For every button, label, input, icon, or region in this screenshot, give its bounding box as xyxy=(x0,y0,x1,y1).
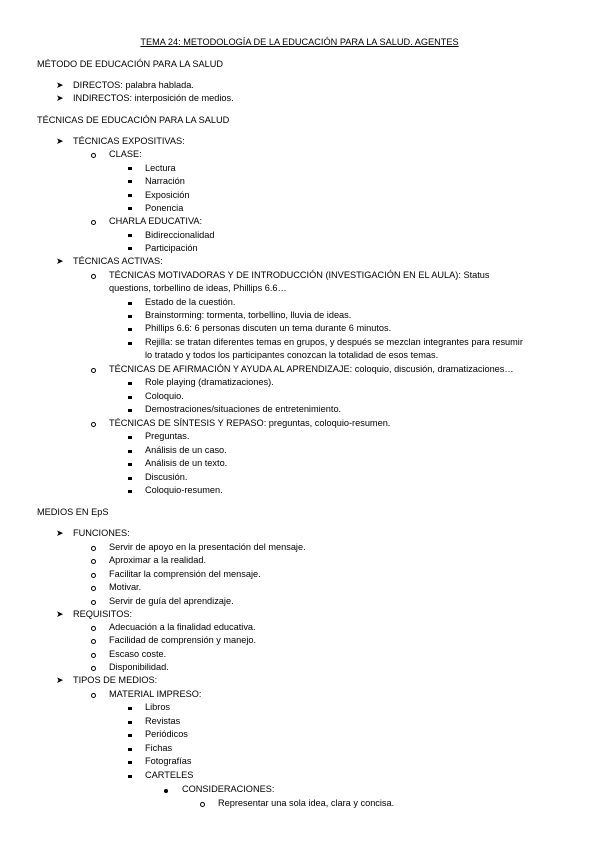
square-bullet-icon xyxy=(128,769,132,781)
list-item-charla: CHARLA EDUCATIVA: xyxy=(109,216,203,226)
list-item: Fichas xyxy=(145,743,173,753)
square-bullet-icon xyxy=(128,701,132,713)
square-bullet-icon xyxy=(128,174,132,186)
list-item: Participación xyxy=(145,243,198,253)
list-item: Revistas xyxy=(145,716,181,726)
list-item: Estado de la cuestión. xyxy=(145,297,236,307)
list-item: CARTELES xyxy=(145,770,194,780)
square-bullet-icon xyxy=(128,430,132,442)
list-item-tipos: TIPOS DE MEDIOS: xyxy=(73,675,158,685)
circle-bullet-icon xyxy=(91,542,96,554)
section-heading-medios: MEDIOS EN EpS xyxy=(37,507,109,517)
list-item-requisitos: REQUISITOS: xyxy=(73,609,133,619)
circle-bullet-icon xyxy=(91,418,96,430)
list-item: Rejilla: se tratan diferentes temas en grupos, y después se mezclan integrantes para resumir xyxy=(145,337,523,347)
arrow-bullet-icon: ➤ xyxy=(56,93,64,103)
list-item-directos: DIRECTOS: palabra hablada. xyxy=(73,80,194,90)
list-item: Role playing (dramatizaciones). xyxy=(145,377,274,387)
square-bullet-icon xyxy=(128,188,132,200)
circle-bullet-icon xyxy=(91,364,96,376)
list-item-cont: lo tratado y todos los participantes conozcan la totalidad de esos temas. xyxy=(145,350,439,360)
square-bullet-icon xyxy=(128,376,132,388)
circle-bullet-icon xyxy=(200,798,205,810)
square-bullet-icon xyxy=(128,457,132,469)
list-item: Lectura xyxy=(145,163,176,173)
square-bullet-icon xyxy=(128,715,132,727)
circle-bullet-icon xyxy=(91,569,96,581)
list-item: Disponibilidad. xyxy=(109,662,169,672)
list-item: Narración xyxy=(145,176,185,186)
circle-bullet-icon xyxy=(91,270,96,282)
list-item: Adecuación a la finalidad educativa. xyxy=(109,622,256,632)
list-item: Servir de guía del aprendizaje. xyxy=(109,596,234,606)
list-item: Coloquio-resumen. xyxy=(145,485,223,495)
list-item-expositivas: TÉCNICAS EXPOSITIVAS: xyxy=(73,136,185,146)
list-item-material: MATERIAL IMPRESO: xyxy=(109,689,202,699)
arrow-bullet-icon: ➤ xyxy=(56,609,64,619)
circle-bullet-icon xyxy=(91,649,96,661)
list-item: Discusión. xyxy=(145,472,188,482)
list-item: Phillips 6.6: 6 personas discuten un tema durante 6 minutos. xyxy=(145,323,392,333)
square-bullet-icon xyxy=(128,309,132,321)
list-item: Análisis de un texto. xyxy=(145,458,228,468)
list-item-consideraciones: CONSIDERACIONES: xyxy=(182,784,275,794)
circle-bullet-icon xyxy=(91,622,96,634)
list-item: Facilitar la comprensión del mensaje. xyxy=(109,569,261,579)
list-item: Preguntas. xyxy=(145,431,190,441)
list-item: Bidireccionalidad xyxy=(145,230,215,240)
list-item: Fotografías xyxy=(145,756,192,766)
circle-bullet-icon xyxy=(91,216,96,228)
list-item: Motivar. xyxy=(109,582,142,592)
list-item: Coloquio. xyxy=(145,391,184,401)
arrow-bullet-icon: ➤ xyxy=(56,136,64,146)
list-item: Análisis de un caso. xyxy=(145,445,227,455)
list-item-activas: TÉCNICAS ACTIVAS: xyxy=(73,256,163,266)
list-item-clase: CLASE: xyxy=(109,149,142,159)
section-heading-metodo: MÉTODO DE EDUCACIÓN PARA LA SALUD xyxy=(37,59,224,69)
circle-bullet-icon xyxy=(91,596,96,608)
list-item-afirmacion: TÉCNICAS DE AFIRMACIÓN Y AYUDA AL APRENDIZAJE: coloquio, discusión, dramatizaciones… xyxy=(109,364,514,374)
arrow-bullet-icon: ➤ xyxy=(56,675,64,685)
section-heading-tecnicas: TÉCNICAS DE EDUCACIÓN PARA LA SALUD xyxy=(37,115,230,125)
list-item-funciones: FUNCIONES: xyxy=(73,528,130,538)
list-item-motivadoras-cont: questions, torbellino de ideas, Phillips 6.6… xyxy=(109,283,287,293)
square-bullet-icon xyxy=(128,322,132,334)
square-bullet-icon xyxy=(128,336,132,348)
square-bullet-icon xyxy=(128,390,132,402)
list-item: Demostraciones/situaciones de entretenimiento. xyxy=(145,404,342,414)
list-item: Ponencia xyxy=(145,203,184,213)
arrow-bullet-icon: ➤ xyxy=(56,256,64,266)
square-bullet-icon xyxy=(128,484,132,496)
arrow-bullet-icon: ➤ xyxy=(56,528,64,538)
list-item: Representar una sola idea, clara y concisa. xyxy=(218,798,395,808)
square-bullet-icon xyxy=(128,228,132,240)
list-item: Periódicos xyxy=(145,729,188,739)
list-item-sintesis: TÉCNICAS DE SÍNTESIS Y REPASO: preguntas, coloquio-resumen. xyxy=(109,418,391,428)
square-bullet-icon xyxy=(128,444,132,456)
square-bullet-icon xyxy=(128,161,132,173)
square-bullet-icon xyxy=(128,471,132,483)
square-bullet-icon xyxy=(128,403,132,415)
square-bullet-icon xyxy=(128,201,132,213)
list-item: Facilidad de comprensión y manejo. xyxy=(109,635,257,645)
square-bullet-icon xyxy=(128,742,132,754)
circle-bullet-icon xyxy=(91,689,96,701)
circle-bullet-icon xyxy=(91,149,96,161)
arrow-bullet-icon: ➤ xyxy=(56,80,64,90)
list-item: Servir de apoyo en la presentación del mensaje. xyxy=(109,542,306,552)
list-item: Aproximar a la realidad. xyxy=(109,555,207,565)
square-bullet-icon xyxy=(128,241,132,253)
square-bullet-icon xyxy=(128,755,132,767)
document-title: TEMA 24: METODOLOGÍA DE LA EDUCACIÓN PARA LA SALUD. AGENTES xyxy=(140,37,459,47)
circle-bullet-icon xyxy=(91,582,96,594)
circle-bullet-icon xyxy=(91,662,96,674)
disc-bullet-icon xyxy=(164,784,168,796)
square-bullet-icon xyxy=(128,296,132,308)
list-item-indirectos: INDIRECTOS: interposición de medios. xyxy=(73,93,234,103)
list-item: Brainstorming: tormenta, torbellino, lluvia de ideas. xyxy=(145,310,352,320)
list-item: Libros xyxy=(145,702,171,712)
list-item-motivadoras: TÉCNICAS MOTIVADORAS Y DE INTRODUCCIÓN (INVESTIGACIÓN EN EL AULA): Status xyxy=(109,270,490,280)
circle-bullet-icon xyxy=(91,555,96,567)
list-item: Escaso coste. xyxy=(109,649,167,659)
list-item: Exposición xyxy=(145,190,190,200)
square-bullet-icon xyxy=(128,728,132,740)
circle-bullet-icon xyxy=(91,635,96,647)
